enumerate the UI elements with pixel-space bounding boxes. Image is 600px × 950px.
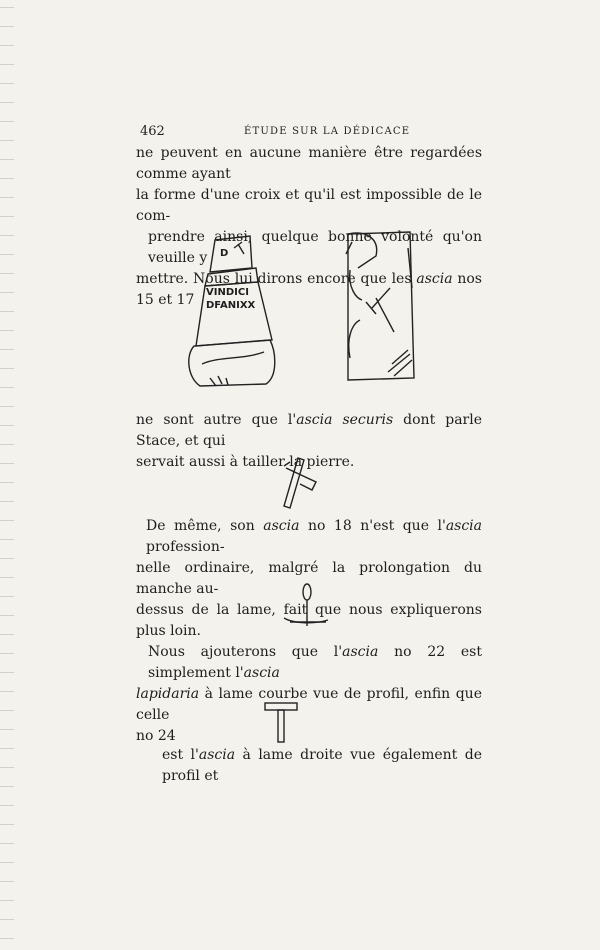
p4-line-1: Nous ajouterons que l'ascia no 22 est simplement l'ascia [148, 644, 482, 681]
p4-line-2: lapidaria à lame courbe vue de profil, enfin que celle [136, 686, 482, 723]
page-number: 462 [140, 124, 165, 139]
figure-ascia-securis [276, 452, 326, 512]
stele-left-line-1: VINDICI [206, 287, 249, 298]
p2-line-1: ne sont autre que l'ascia securis dont parle Stace, et qui [136, 412, 482, 449]
running-header [140, 124, 480, 140]
stele-left-top-letter: D [220, 248, 229, 259]
stele-right-illustration [346, 232, 414, 380]
paragraph-5 [136, 745, 482, 787]
page-edge-speckle [0, 0, 14, 950]
p3-line-2: nelle ordinaire, malgré la prolongation du manche au- [136, 560, 482, 597]
p5-line-1: est l'ascia à lame droite vue également de profil et [162, 747, 482, 784]
p1-line-3: prendre ainsi, quelque bonne volonté qu'on veuille y [148, 229, 482, 266]
p2-line-2: servait aussi à tailler la pierre. [136, 454, 355, 470]
figure-steles [180, 228, 470, 403]
stele-left-line-2: DFANIXX [206, 300, 256, 311]
running-title: ÉTUDE SUR LA DÉDICACE [244, 126, 411, 137]
figure-ascia-prolonged [282, 582, 332, 634]
p3-line-3: dessus de la lame, fait que nous expliquerons plus loin. [136, 602, 482, 639]
stele-left-illustration [189, 236, 275, 386]
p4-line-3: no 24 [136, 728, 176, 744]
p1-line-2: la forme d'une croix et qu'il est impossible de le com- [136, 187, 482, 224]
p1-line-1: ne peuvent en aucune manière être regardées comme ayant [136, 145, 482, 182]
paragraph-4 [136, 642, 482, 747]
figure-ascia-t [262, 700, 302, 748]
p3-line-1: De même, son ascia no 18 n'est que l'ascia profession- [146, 518, 483, 555]
p1-line-4: mettre. Nous lui dirons encore que les ascia nos 15 et 17 [136, 271, 482, 308]
